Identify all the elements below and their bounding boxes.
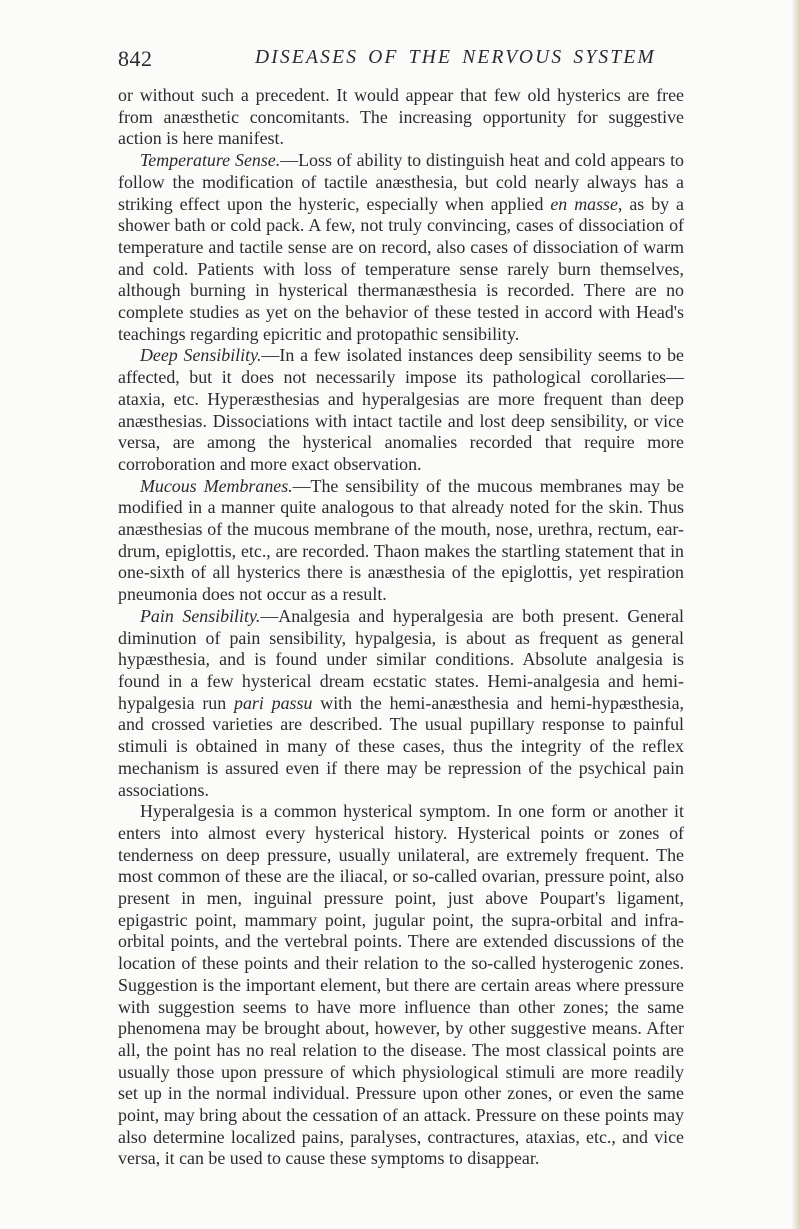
paragraph-pain-sensibility: Pain Sensibility.—Analgesia and hyperalgesia are both present. General diminution of pain sensibility, hypalgesia, is about as frequent as general hypæsthesia, and is found under similar conditions. Absolute analgesia is found in a few hysterical dream ecstatic states. Hemi-analgesia and hemi-hypalgesia run pari passu with the hemi-anæsthesia and hemi-hypæsthesia, and crossed varieties are described. The usual pupillary response to painful stimuli is obtained in many of these cases, thus the integrity of the reflex mechanism is assured even if there may be repression of the psychical pain associations. xyxy=(118,605,684,800)
page-edge-shadow xyxy=(790,0,800,1229)
section-heading: Mucous Membranes. xyxy=(140,475,293,496)
page-number: 842 xyxy=(118,46,153,71)
paragraph-hyperalgesia: Hyperalgesia is a common hysterical symptom. In one form or another it enters into almost every hysterical history. Hysterical points or zones of tenderness on deep pressure, usually unilateral, are extremely frequent. The most common of these are the iliacal, or so-called ovarian, pressure point, also present in men, inguinal pressure point, just above Poupart's ligament, epigastric point, mammary point, jugular point, the supra-orbital and infra-orbital points, and the vertebral points. There are extended discussions of the location of these points and their relation to the so-called hysterogenic zones. Suggestion is the important element, but there are certain areas where pressure with suggestion seems to have more influence than other zones; the same phenomena may be brought about, however, by other suggestive means. After all, the point has no real relation to the disease. The most classical points are usually those upon pressure of which physiological stimuli are more readily set up in the normal individual. Pressure upon other zones, or even the same point, may bring about the cessation of an attack. Pressure on these points may also determine localized pains, paralyses, contractures, ataxias, etc., and vice versa, it can be used to cause these symptoms to disappear. xyxy=(118,801,684,1169)
section-heading: Deep Sensibility. xyxy=(140,345,262,366)
body-text xyxy=(118,85,684,1170)
page-header xyxy=(118,46,718,72)
paragraph-temperature-sense: Temperature Sense.—Loss of ability to distinguish heat and cold appears to follow the modification of tactile anæsthesia, but cold nearly always has a striking effect upon the hysteric, especially when applied en masse, as by a shower bath or cold pack. A few, not truly convincing, cases of dissociation of temperature and tactile sense are on record, also cases of dissociation of warm and cold. Patients with loss of temperature sense rarely burn themselves, although burning in hysterical thermanæsthesia is recorded. There are no complete studies as yet on the behavior of these tested in accord with Head's teachings regarding epicritic and protopathic sensibility. xyxy=(118,150,685,344)
paragraph-deep-sensibility: Deep Sensibility.—In a few isolated instances deep sensibility seems to be affected, but it does not necessarily impose its pathological corollaries—ataxia, etc. Hyperæsthesias and hyperalgesias are more frequent than deep anæsthesias. Dissociations with intact tactile and lost deep sensibility, or vice versa, are among the hysterical anomalies recorded that require more corroboration and more exact observation. xyxy=(118,345,684,474)
section-heading: Pain Sensibility. xyxy=(140,605,261,626)
section-heading: Temperature Sense. xyxy=(140,150,281,171)
paragraph-mucous-membranes: Mucous Membranes.—The sensibility of the mucous membranes may be modified in a manner quite analogous to that already noted for the skin. Thus anæsthesias of the mucous membrane of the mouth, nose, urethra, rectum, ear-drum, epiglottis, etc., are recorded. Thaon makes the startling statement that in one-sixth of all hysterics there is anæsthesia of the epiglottis, yet respiration pneumonia does not occur as a result. xyxy=(118,475,684,605)
running-head: DISEASES OF THE NERVOUS SYSTEM xyxy=(255,47,656,68)
paragraph-continuation: or without such a precedent. It would appear that few old hysterics are free from anæsthetic concomitants. The increasing opportunity for suggestive action is here manifest. xyxy=(118,85,684,149)
